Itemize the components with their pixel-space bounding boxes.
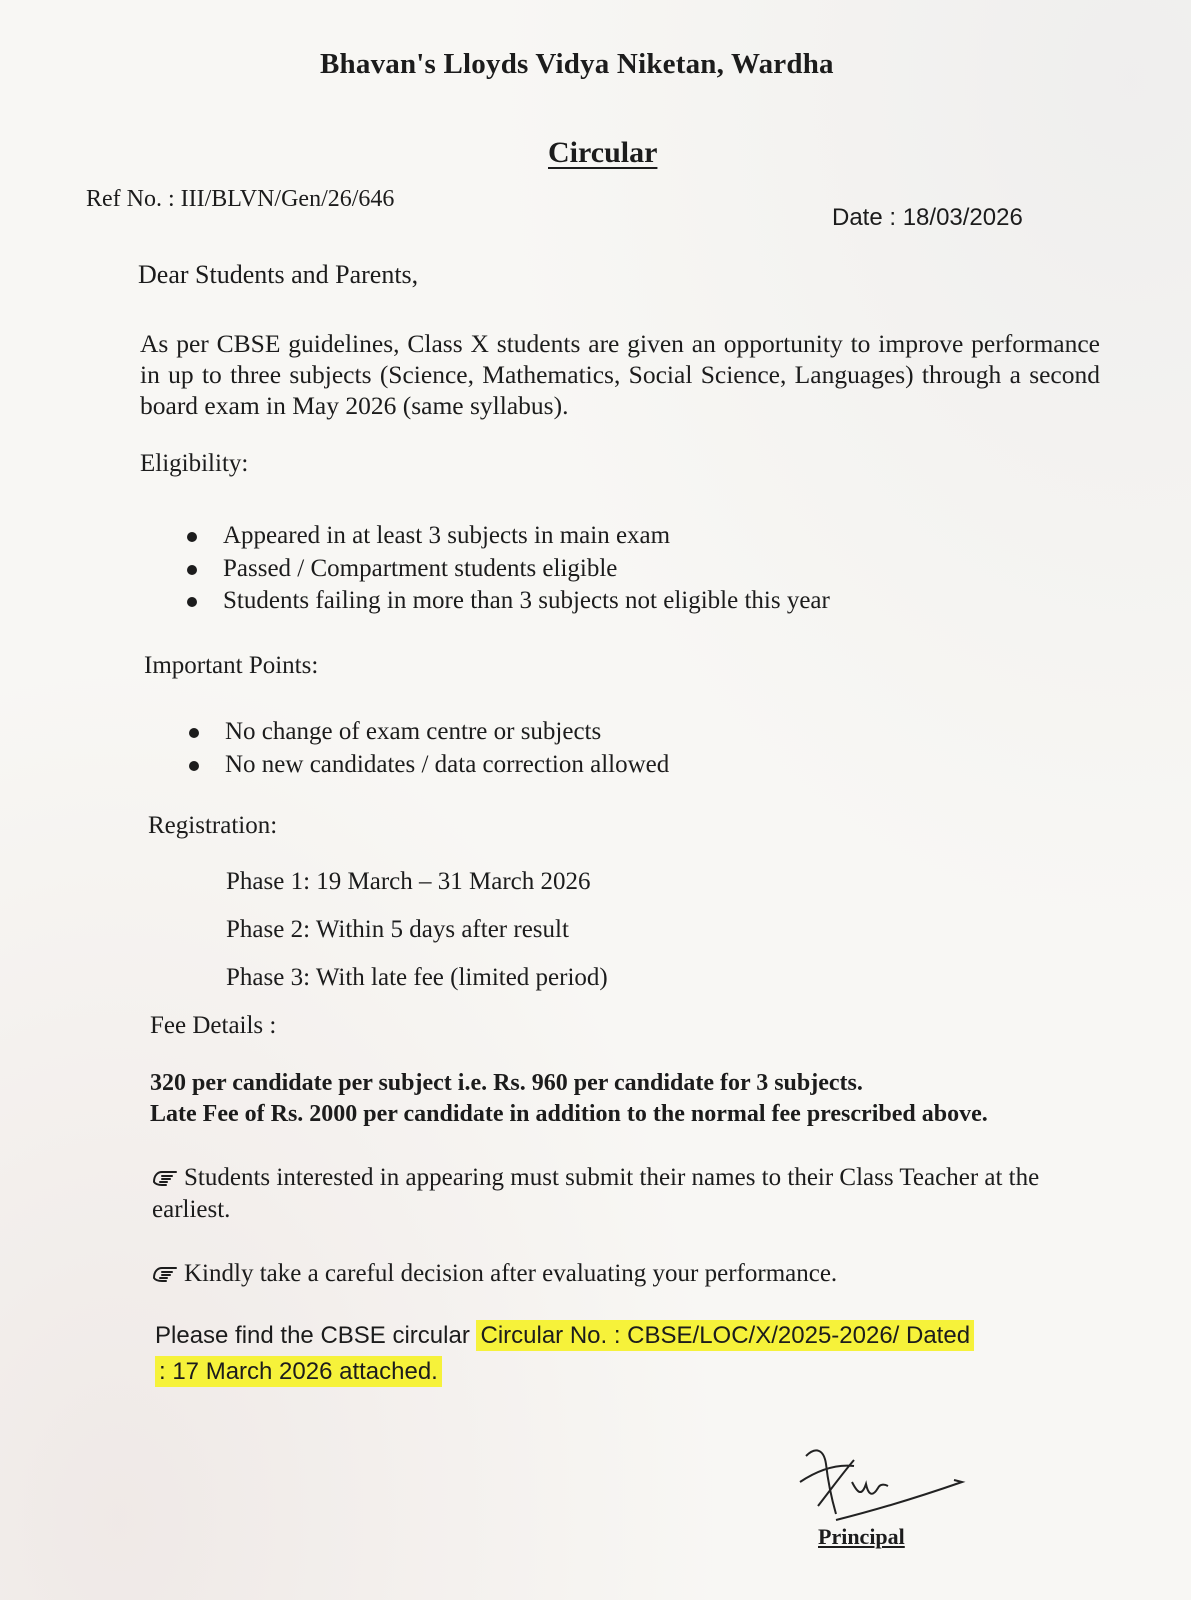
list-item xyxy=(187,749,669,782)
fee-line-regular: 320 per candidate per subject i.e. Rs. 960 per candidate for 3 subjects. xyxy=(150,1070,863,1096)
salutation: Dear Students and Parents, xyxy=(138,260,419,289)
intro-paragraph: As per CBSE guidelines, Class X students are given an opportunity to improve performance in up to three subjects (Science, Mathematics, Social Science, Languages) through a second board exam in May 2026 (same syllabus). xyxy=(140,329,1100,420)
bullet-icon xyxy=(187,532,197,542)
list-item-text: Passed / Compartment students eligible xyxy=(223,554,618,582)
note-text: Students interested in appearing must submit their names to their Class Teacher at the earliest. xyxy=(152,1164,1040,1223)
principal-signature xyxy=(796,1436,996,1528)
principal-label: Principal xyxy=(818,1524,905,1549)
pointing-hand-icon xyxy=(152,1167,178,1187)
fee-details-heading: Fee Details : xyxy=(150,1012,277,1039)
list-item xyxy=(187,716,669,749)
registration-heading: Registration: xyxy=(148,812,278,839)
important-points-heading: Important Points: xyxy=(144,652,319,679)
eligibility-list xyxy=(185,520,830,618)
registration-phase-2: Phase 2: Within 5 days after result xyxy=(226,916,569,943)
fee-line-late: Late Fee of Rs. 2000 per candidate in addition to the normal fee prescribed above. xyxy=(150,1101,988,1127)
registration-phase-1: Phase 1: 19 March – 31 March 2026 xyxy=(226,868,591,895)
list-item-text: No change of exam centre or subjects xyxy=(225,718,602,745)
attachment-prefix: Please find the CBSE circular xyxy=(155,1322,477,1349)
registration-phase-3: Phase 3: With late fee (limited period) xyxy=(226,964,608,991)
bullet-icon xyxy=(189,761,199,771)
bullet-icon xyxy=(187,597,197,607)
list-item xyxy=(185,520,830,553)
list-item xyxy=(185,553,830,586)
list-item-text: Students failing in more than 3 subjects not eligible this year xyxy=(223,587,830,614)
circular-date: Date : 18/03/2026 xyxy=(832,204,1023,231)
bullet-icon xyxy=(189,728,199,738)
reference-number: Ref No. : III/BLVN/Gen/26/646 xyxy=(86,186,395,212)
list-item xyxy=(185,585,830,618)
fee-details xyxy=(150,1068,988,1130)
note-careful-decision xyxy=(152,1258,1072,1290)
bullet-icon xyxy=(187,565,197,575)
note-submit-names xyxy=(152,1162,1072,1226)
circular-title: Circular xyxy=(548,136,658,169)
list-item-text: Appeared in at least 3 subjects in main exam xyxy=(223,522,671,549)
list-item-text: No new candidates / data correction allowed xyxy=(225,750,670,778)
school-name: Bhavan's Lloyds Vidya Niketan, Wardha xyxy=(320,48,834,80)
attachment-note xyxy=(155,1318,975,1390)
important-points-list xyxy=(187,716,669,781)
pointing-hand-icon xyxy=(152,1263,178,1283)
highlighted-circular-reference: Circular No. : CBSE/LOC/X/2025-2026/ Dated : 17 March 2026 attached. xyxy=(155,1320,974,1387)
note-text: Kindly take a careful decision after evaluating your performance. xyxy=(184,1260,838,1287)
eligibility-heading: Eligibility: xyxy=(140,450,249,477)
